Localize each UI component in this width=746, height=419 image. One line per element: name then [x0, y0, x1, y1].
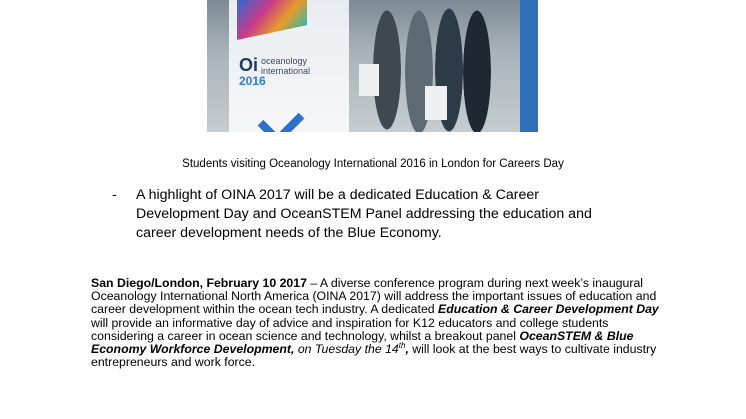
- dateline: San Diego/London, February 10 2017: [91, 276, 307, 290]
- press-release-paragraph: San Diego/London, February 10 2017 – A diverse conference program during next week’s inaugural Oceanology International North America (OINA 2017) will address the important issues of education and career development within the ocean tech industry. A dedicated Education & Career Development Day will provide an informative day of advice and inspiration for K12 educators and college students considering a career in ocean science and technology, whilst a breakout panel OceanSTEM & Blue Economy Workforce Development, on Tuesday the 14th, will look at the best ways to cultivate industry entrepreneurs and work force.: [91, 276, 659, 370]
- photo-caption: Students visiting Oceanology International 2016 in London for Careers Day: [182, 158, 564, 170]
- event-photo: [207, 0, 538, 132]
- event-name-education-day: Education & Career Development Day: [438, 302, 659, 317]
- bullet-text: A highlight of OINA 2017 will be a dedicated Education & Career Development Day and OceanSTEM Panel addressing the education and career development needs of the Blue Economy.: [136, 187, 592, 241]
- tote-bag: [425, 86, 447, 120]
- oi-logo: Oi oceanology international 2016: [239, 55, 311, 88]
- highlight-bullet: [112, 186, 652, 243]
- tote-bag: [359, 64, 379, 96]
- blue-post: [520, 0, 538, 132]
- bullet-marker: -: [112, 187, 117, 203]
- panel-name: OceanSTEM & Blue Economy Workforce Development,: [91, 328, 634, 357]
